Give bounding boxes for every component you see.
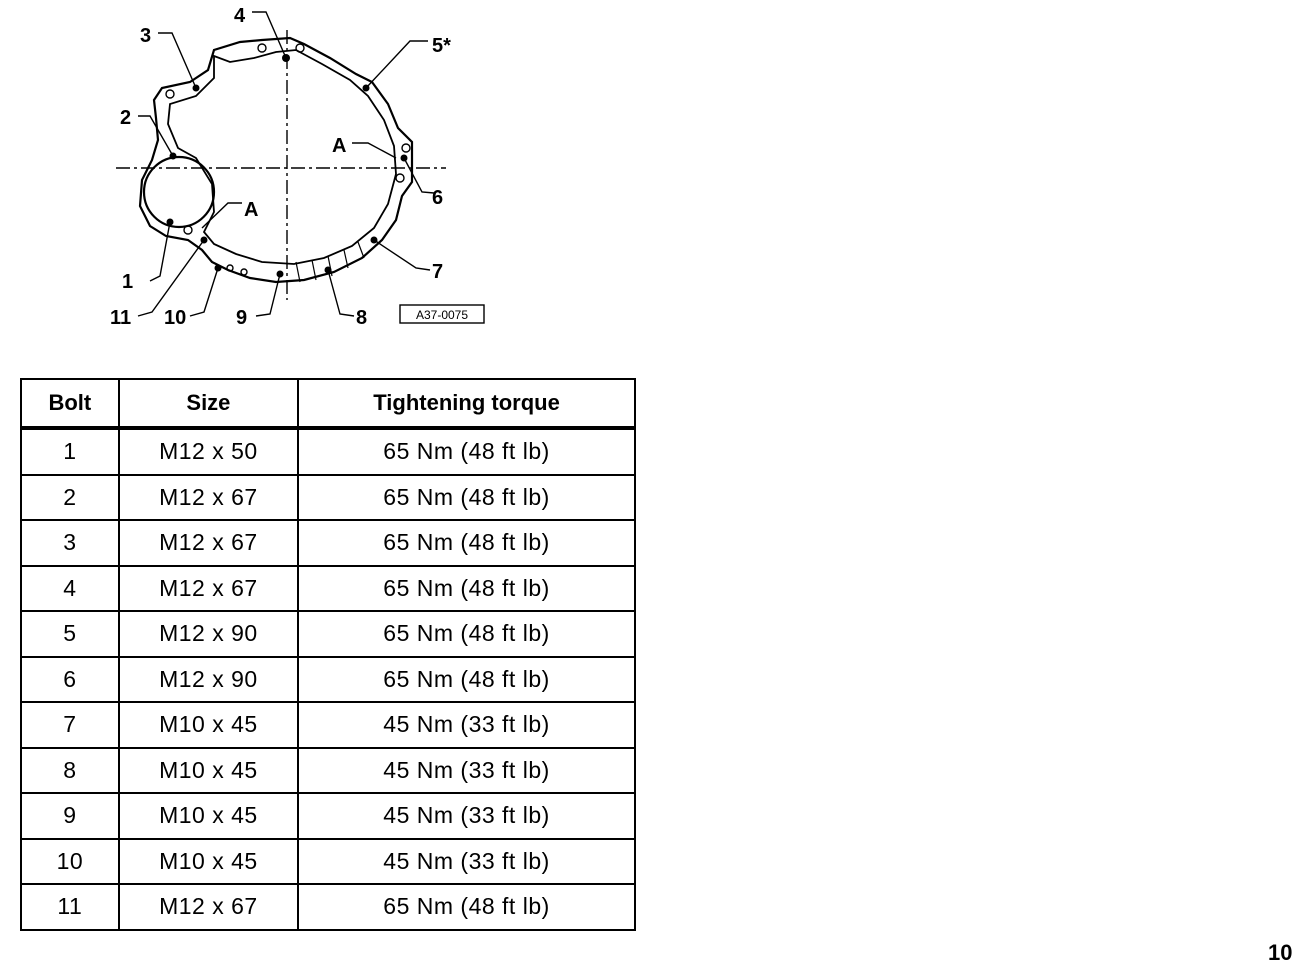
cell-size: M12 x 67 <box>119 884 298 930</box>
callout-10: 10 <box>164 307 187 329</box>
header-bolt: Bolt <box>21 379 119 428</box>
cell-size: M12 x 67 <box>119 566 298 612</box>
cell-bolt: 4 <box>21 566 119 612</box>
callout-9: 9 <box>236 307 248 329</box>
cell-torque: 65 Nm (48 ft lb) <box>298 520 635 566</box>
table-row <box>21 884 635 930</box>
callout-11: 11 <box>110 307 132 329</box>
cell-size: M12 x 67 <box>119 520 298 566</box>
cell-size: M12 x 50 <box>119 428 298 475</box>
cell-bolt: 5 <box>21 611 119 657</box>
cell-torque: 45 Nm (33 ft lb) <box>298 702 635 748</box>
callout-7: 7 <box>432 261 444 283</box>
cell-size: M12 x 90 <box>119 611 298 657</box>
cell-torque: 65 Nm (48 ft lb) <box>298 884 635 930</box>
cell-bolt: 10 <box>21 839 119 885</box>
callout-2: 2 <box>120 107 132 129</box>
header-tightening-torque: Tightening torque <box>298 379 635 428</box>
callout-4: 4 <box>234 5 246 27</box>
cell-torque: 65 Nm (48 ft lb) <box>298 475 635 521</box>
header-size: Size <box>119 379 298 428</box>
table-row <box>21 566 635 612</box>
leader-lines <box>138 12 434 316</box>
callout-1: 1 <box>122 271 134 293</box>
bell-housing-diagram <box>0 0 520 340</box>
main-bore-outline <box>168 50 396 264</box>
cell-bolt: 8 <box>21 748 119 794</box>
callout-5: 5* <box>432 35 451 57</box>
cell-torque: 45 Nm (33 ft lb) <box>298 793 635 839</box>
page-number: 10 <box>1268 940 1293 965</box>
housing-outline <box>140 38 412 282</box>
cell-size: M12 x 67 <box>119 475 298 521</box>
cell-size: M10 x 45 <box>119 839 298 885</box>
cell-torque: 65 Nm (48 ft lb) <box>298 428 635 475</box>
callout-3: 3 <box>140 25 152 47</box>
cell-bolt: 11 <box>21 884 119 930</box>
table-row <box>21 839 635 885</box>
cell-size: M10 x 45 <box>119 702 298 748</box>
cell-torque: 65 Nm (48 ft lb) <box>298 657 635 703</box>
table-row <box>21 793 635 839</box>
reference-code: A37-0075 <box>415 308 469 322</box>
cell-torque: 65 Nm (48 ft lb) <box>298 611 635 657</box>
table-row <box>21 520 635 566</box>
cell-bolt: 7 <box>21 702 119 748</box>
cell-bolt: 3 <box>21 520 119 566</box>
cell-bolt: 9 <box>21 793 119 839</box>
cell-torque: 45 Nm (33 ft lb) <box>298 748 635 794</box>
cell-bolt: 2 <box>21 475 119 521</box>
cell-size: M10 x 45 <box>119 793 298 839</box>
table-row <box>21 702 635 748</box>
table-row <box>21 748 635 794</box>
cell-torque: 65 Nm (48 ft lb) <box>298 566 635 612</box>
cell-bolt: 1 <box>21 428 119 475</box>
mark-label-a-left: A <box>244 199 259 221</box>
cell-size: M10 x 45 <box>119 748 298 794</box>
table-header-row <box>21 379 635 428</box>
cell-size: M12 x 90 <box>119 657 298 703</box>
cell-torque: 45 Nm (33 ft lb) <box>298 839 635 885</box>
mark-label-a-right: A <box>332 135 347 157</box>
table-row <box>21 475 635 521</box>
cell-bolt: 6 <box>21 657 119 703</box>
table-row <box>21 657 635 703</box>
table-row <box>21 428 635 475</box>
callout-8: 8 <box>356 307 368 329</box>
table-row <box>21 611 635 657</box>
callout-6: 6 <box>432 187 444 209</box>
bolt-torque-table <box>20 378 636 931</box>
